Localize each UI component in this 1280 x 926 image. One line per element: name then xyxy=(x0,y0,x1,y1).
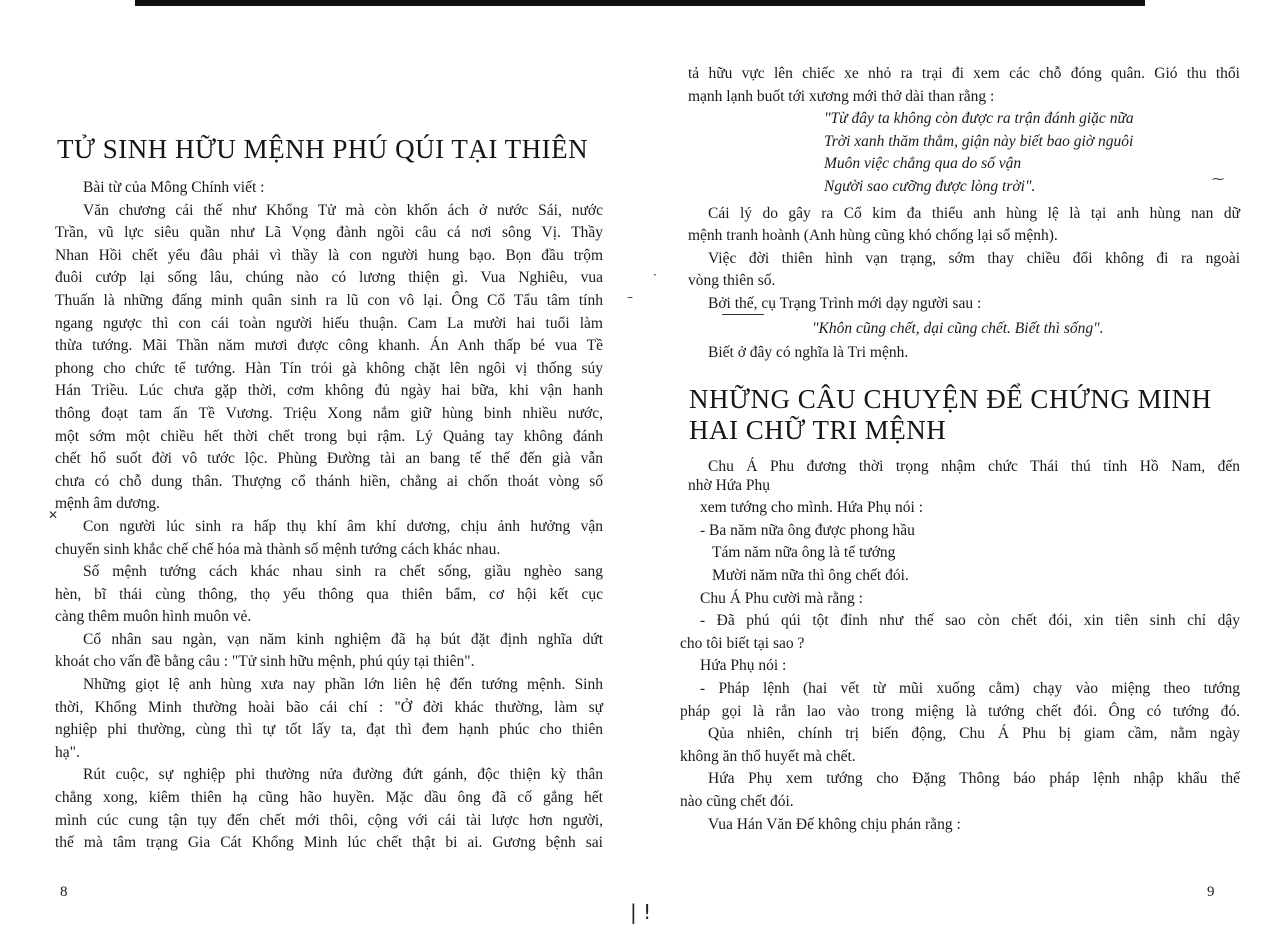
scan-speck: – xyxy=(627,290,633,304)
text-line: Bài từ của Mông Chính viết : xyxy=(83,179,265,196)
text-line: không ăn thổ huyết mà chết. xyxy=(680,747,856,765)
text-line: - Ba năm nữa ông được phong hầu xyxy=(700,521,915,539)
text-line: Chu Á Phu cười mà rằng : xyxy=(700,589,863,607)
text-line: Con người lúc sinh ra hấp thụ khí âm khí dương, chịu ảnh hưởng vận xyxy=(83,517,603,535)
page-number: 8 xyxy=(60,884,68,900)
text-line: Hứa Phụ xem tướng cho Đặng Thông báo pháp lệnh nhập khẩu thế xyxy=(708,770,1240,788)
text-line: Chu Á Phu đương thời trọng nhậm chức Thái thú tỉnh Hồ Nam, đến xyxy=(708,458,1240,475)
text-line: Hán Triều. Lúc chưa gặp thời, cơm không đủ ngày hai bữa, khi vận hanh xyxy=(55,382,603,400)
text-line: Cái lý do gây ra Cổ kim đa thiểu anh hùng lệ là tại anh hùng nan dữ xyxy=(708,204,1240,222)
right-page xyxy=(680,0,1240,926)
right-page-bottom-body xyxy=(680,456,1240,836)
text-line: - Pháp lệnh (hai vết từ mũi xuống cằm) chạy vào miệng theo tướng xyxy=(700,679,1240,697)
text-line: chẳng xong, kiêm thiên hạ cũng hão huyền. Mặc dầu ông đã cố gắng hết xyxy=(55,789,603,807)
text-line: khoát cho vấn đề bằng câu : "Tử sinh hữu mệnh, phú qúy tại thiên". xyxy=(55,653,475,671)
text-line: mạnh lạnh buốt tới xương mới thở dài than rằng : xyxy=(688,87,995,105)
text-line: Văn chương cái thế như Khổng Tử mà còn khốn ách ở nước Sái, nước xyxy=(83,201,603,219)
text-line: ngang ngược thì con cái toàn người hiếu thuận. Cam La mười hai tuổi làm xyxy=(55,314,603,332)
text-line: càng thêm muôn hình muôn vẻ. xyxy=(55,608,252,626)
verse-line: Muôn việc chẳng qua do số vận xyxy=(824,155,1022,173)
text-line: thời, Khổng Minh thường hoài bão cái chí : "Ở đời khác thường, làm sự xyxy=(55,698,603,716)
text-line: chưa có chỗ dung thân. Thượng cổ thánh hiền, chẳng ai chốn thoát vòng số xyxy=(55,472,603,490)
text-line: mình cúc cung tận tụy đến chết mới thôi, cộng với cái tài lược hơn người, xyxy=(55,811,603,829)
text-line: mệnh tranh hoành (Anh hùng cũng khó chống lại số mệnh). xyxy=(688,227,1058,245)
verse-line: "Từ đây ta không còn được ra trận đánh giặc nữa xyxy=(824,110,1134,128)
verse-line: Trời xanh thăm thẳm, giận này biết bao giờ nguôi xyxy=(824,132,1134,150)
left-page-body xyxy=(55,177,603,855)
text-line: nghiệp phi thường, cùng thì tự tốt lấy ta, đạt thì đem hạnh phúc cho thiên xyxy=(55,721,603,739)
text-line: hạ". xyxy=(55,743,80,761)
scan-mark xyxy=(722,314,764,315)
text-line: - Đã phú qúi tột đỉnh như thế sao còn chết đói, xin tiên sinh chỉ dậy xyxy=(700,612,1240,630)
text-line: cho tôi biết tại sao ? xyxy=(680,634,805,652)
text-line: một sớm một chiều hết thời chết trong bụi rậm. Lý Quảng tay không đánh xyxy=(55,427,603,445)
text-line: nào cũng chết đói. xyxy=(680,792,794,810)
text-line: Hứa Phụ nói : xyxy=(700,657,787,675)
right-page-top-body xyxy=(680,63,1240,365)
text-line: thông đoạt tam ấn Tề Vương. Triệu Xong nắm giữ hùng binh nhiều nước, xyxy=(55,404,603,422)
text-line: Biết ở đây có nghĩa là Tri mệnh. xyxy=(708,344,909,362)
gutter-mark: | ! xyxy=(630,900,652,924)
text-line: Bởi thế, cụ Trạng Trình mới dạy người sau : xyxy=(708,294,982,312)
text-line: mệnh âm dương. xyxy=(55,495,160,513)
text-line: Tám năm nữa ông là tể tướng xyxy=(712,544,896,562)
text-line: Thuấn là những đấng minh quân sinh ra lũ con vô lại. Ông Cổ Tẩu tâm tính xyxy=(55,291,603,309)
text-line: Cổ nhân sau ngàn, vạn năm kinh nghiệm đã hạ bút đặt định nghĩa dứt xyxy=(83,630,603,648)
left-page xyxy=(55,0,603,926)
text-line: Những giọt lệ anh hùng xưa nay phần lớn liên hệ đến tướng mệnh. Sinh xyxy=(83,676,603,694)
verse-line: Người sao cưỡng được lòng trời". xyxy=(824,177,1036,195)
page-number: 9 xyxy=(1207,884,1215,900)
text-line: hèn, bĩ thái cùng thông, thọ yểu thông qua thiên bẩm, cơ hội kết cục xyxy=(55,585,603,603)
text-line: chuyển sinh khắc chế chế hóa mà thành số mệnh tướng cách khác nhau. xyxy=(55,540,501,558)
text-line: Trần, vũ lực siêu quần như Lã Vọng đành ngồi câu cá nơi sông Vị. Thầy xyxy=(55,224,603,242)
text-line: Nhan Hồi chết yểu đâu phải vì thầy là con người hung bạo. Bọn đầu trộm xyxy=(55,246,603,264)
text-line: Rút cuộc, sự nghiệp phi thường nửa đường đứt gánh, độc thiện kỳ thân xyxy=(83,766,603,784)
text-line: Việc đời thiên hình vạn trạng, sớm thay chiều đổi không đi ra ngoài xyxy=(708,249,1240,267)
text-line: nhờ Hứa Phụ xyxy=(688,476,771,494)
text-line: phong cho chức tể tướng. Hàn Tín trói gà không chặt lên ngôi vị thống súy xyxy=(55,359,603,377)
text-line: vòng thiên số. xyxy=(688,272,776,290)
text-line: Qủa nhiên, chính trị biến động, Chu Á Phu bị giam cầm, nằm ngày xyxy=(708,725,1240,743)
scan-speck: ✕ xyxy=(48,508,59,522)
right-chapter-title xyxy=(689,384,1249,446)
scan-speck: · xyxy=(653,268,657,282)
text-line: xem tướng cho mình. Hứa Phụ nói : xyxy=(700,499,924,517)
text-line: thừa tướng. Mãi Thần năm mươi được công khanh. Án Anh thấp bé vua Tề xyxy=(55,337,603,355)
scan-speck: ⁓ xyxy=(1212,172,1224,186)
title-line: HAI CHỮ TRI MỆNH xyxy=(689,415,947,445)
text-line: đuôi cướp lại sống lâu, chúng nào có lương thiện gì. Vua Nghiêu, vua xyxy=(55,269,603,287)
text-line: pháp gọi là rắn lao vào trong miệng là tướng chết đói. Ông có tướng đó. xyxy=(680,702,1240,720)
quote-line: "Khôn cũng chết, dại cũng chết. Biết thì sống". xyxy=(812,319,1104,337)
text-line: Vua Hán Văn Đế không chịu phán rằng : xyxy=(708,815,961,833)
title-line: NHỮNG CÂU CHUYỆN ĐỂ CHỨNG MINH xyxy=(689,384,1212,414)
text-line: thế mà tâm trạng Gia Cát Khổng Minh lúc chết thật bi ai. Gương bệnh sai xyxy=(55,834,603,852)
text-line: Mười năm nữa thì ông chết đói. xyxy=(712,566,909,584)
text-line: tả hữu vực lên chiếc xe nhỏ ra trại đi xem các chỗ đóng quân. Gió thu thổi xyxy=(688,65,1240,82)
text-line: chết hổ suốt đời vô tước lộc. Phùng Đường tài an bang tế thế đến già vẫn xyxy=(55,450,603,468)
text-line: Số mệnh tướng cách khác nhau sinh ra chết sống, giầu nghèo sang xyxy=(83,563,603,581)
left-chapter-title: TỬ SINH HỮU MỆNH PHÚ QÚI TẠI THIÊN xyxy=(57,134,589,164)
